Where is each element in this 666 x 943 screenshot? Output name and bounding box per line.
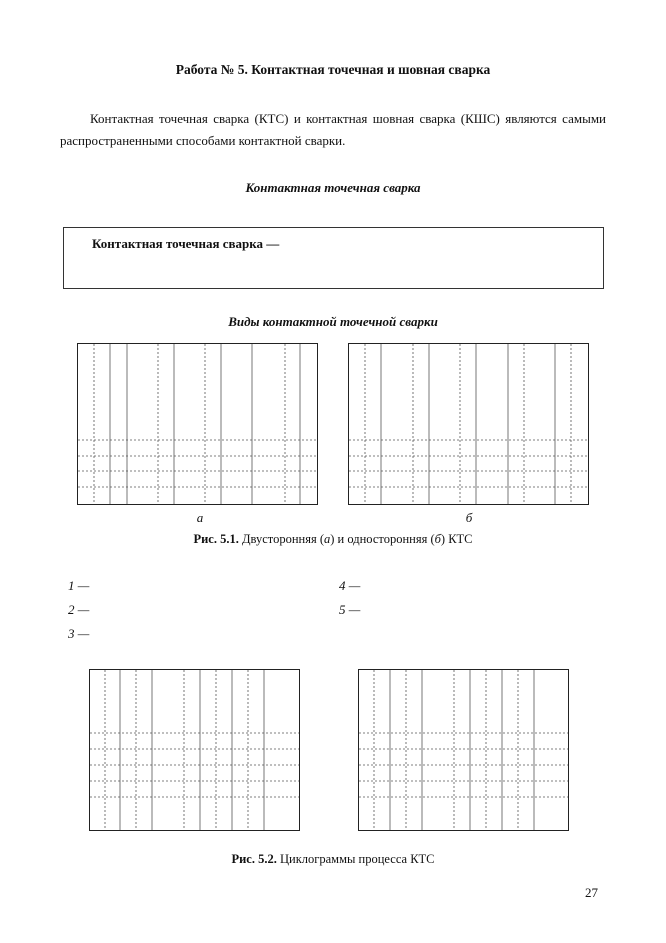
- legend-item-3: 3 —: [68, 626, 90, 641]
- definition-box[interactable]: [63, 227, 604, 289]
- legend-item-5: 5 —: [339, 602, 361, 617]
- fig1-grid-b[interactable]: [348, 343, 589, 505]
- fig1-caption-text-1: Двусторонняя (: [238, 532, 324, 546]
- fig1-caption: [0, 532, 666, 547]
- section-heading: Контактная точечная сварка: [245, 180, 421, 195]
- types-heading: Виды контактной точечной сварки: [228, 314, 438, 329]
- fig2-caption-text: Циклограммы процесса КТС: [276, 852, 435, 866]
- fig1-caption-text-2: ) и односторонняя (: [330, 532, 435, 546]
- legend-item-2: 2 —: [68, 602, 90, 617]
- fig1-grid-a[interactable]: [77, 343, 318, 505]
- legend-item-4: 4 —: [339, 578, 361, 593]
- fig2-caption: [0, 852, 666, 867]
- page-title: Работа № 5. Контактная точечная и шовная сварка: [175, 62, 491, 77]
- intro-text: Контактная точечная сварка (КТС) и контактная шовная сварка (КШС) являются самыми распространенными способами контактной сварки.: [60, 111, 606, 148]
- fig2-grid-right[interactable]: [358, 669, 569, 831]
- grid-lines-left: [90, 670, 299, 830]
- fig1-caption-a: а: [324, 532, 331, 546]
- fig2-caption-number: Рис. 5.2.: [231, 852, 277, 866]
- fig1-label-a: а: [196, 510, 204, 525]
- fig2-grid-left[interactable]: [89, 669, 300, 831]
- intro-paragraph: [60, 108, 606, 152]
- fig1-label-b: б: [465, 510, 473, 525]
- page-number: 27: [585, 885, 598, 900]
- grid-lines-right: [359, 670, 568, 830]
- legend-item-1: 1 —: [68, 578, 90, 593]
- definition-label: Контактная точечная сварка —: [92, 236, 280, 251]
- fig1-caption-text-3: ) КТС: [440, 532, 473, 546]
- fig1-caption-b: б: [434, 532, 441, 546]
- fig1-caption-number: Рис. 5.1.: [193, 532, 239, 546]
- grid-lines-a: [78, 344, 317, 504]
- grid-lines-b: [349, 344, 588, 504]
